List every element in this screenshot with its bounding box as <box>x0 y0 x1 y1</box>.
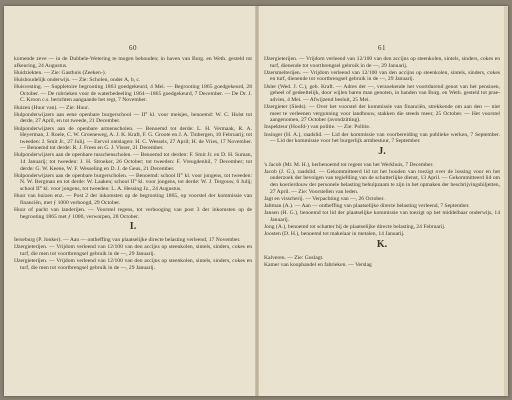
index-entry: IJsler (Wed. J. C.), geb. Kraft. — Adres der —, verzoekende het voortdurend genot van het pensioen, geheel of gedeeltelijk, door wijlen haren man genoten, in handen van Burg. en Weth. gesteld tot prae-advies, 4 Mei. — Afwijzend besluit, 25 Mei. <box>264 83 500 103</box>
index-entry: IJzergieterijen. — Vrijdom verleend van 12/100 van den accijns op steenkolen, sintels, sinders, cokes en turf, dienende tot voortbrengsel gebruik in de —, 29 Januarij. <box>264 56 500 69</box>
section-letter: J. <box>378 145 386 157</box>
index-entry: IJzergieterijen. — Vrijdom verleend van 12/100 van den accijns op steenkolen, sintels, sinders, cokes en turf, die men tot voortbrengsel gebruik in de —, 29 Januarij. <box>14 258 252 271</box>
index-entry: Insinger (H. A.), raadslid. — Lid der kommissie van voorbereiding van publieke werken, 7 September. — Lid der kommissie voor het burgerlijk armbestuur, 7 September. <box>264 131 500 145</box>
page-edge <box>504 6 508 396</box>
left-page <box>14 6 252 396</box>
index-entries <box>14 237 252 271</box>
index-entry: komende zeve — in de Dubbele-Wetering te mogen behouden; in haven van Burg. en Weth. gesteld tot afkeuring, 24 Augustus. <box>14 56 252 69</box>
index-entry: Huisvesting. — Suppletoire begrooting 1863 goedgekeurd, 4 Mei. — Begrooting 1865 goedgekeurd, 28 October. — De rubrieken voor de waterbedeeling 1864—1865 goedgekeurd, 7 December. — De Dr. J. C. Kroon c.s. berichten aangaande het regt, 7 November. <box>14 84 252 104</box>
index-entry: Huidziekten. — Zie: Gasthuis (Zeeken-). <box>14 69 106 76</box>
index-entry: Hulponderwijzers aan de openbare armenscholen. — Benoemd tot derde: L. H. Vermaak, R. A. Heyerman, J. Roele, C. W. Groeneweg, A. J. K. Kraft, F. G. Groote en J. A. Tinbergen, 10 Februarij; tot tweeden: J. Smit Jr., 27 Julij. — Eervol ontslagen: H. C. Wessels, 27 April; H. de Vries, 17 November. — Benoemd tot derde: R. J. Frees en G. J. Visser, 21 December. <box>14 125 252 152</box>
index-entries <box>264 162 500 238</box>
section-letter: I. <box>129 221 137 233</box>
index-entry: Joosten (D. H.), benoemd tot makelaar in metalen, 14 Januarij. <box>264 231 405 238</box>
index-entry: Jagt en visscherij. — Verpachting van —, 26 October. <box>264 195 385 202</box>
index-entry: Jaltman (A.). — Aan — ontheffing van plaatselijke directe belasting verleend, 7 September. <box>264 203 470 210</box>
index-entry: IJzersmelterijen. — Vrijdom verleend van 12/100 van den accijns op steenkolen, sintels, sinders, cokes en turf, dienende tot voortbrengsel gebruik in de —, 29 Januarij. <box>264 69 500 83</box>
index-entry: IJzergieter (Sieds). — Over het voorstel der kommissie van financiën, strekkende om aan den — niet meer te verleenen vergunning voor landbouw, stakken die steeds meer, 25 October. — Het voorstel aangenomen, 27 October (avondzitting). <box>264 103 500 124</box>
book-spine <box>255 6 259 396</box>
page-number: 61 <box>378 44 386 52</box>
index-entries <box>264 56 500 145</box>
book-spread <box>4 6 508 396</box>
page-number: 60 <box>129 44 137 52</box>
index-entry: Huur of pacht van landerijen. — Voorstel regens, tot verhooging van post 3 der inkomsten op de begrooting 1865 met ƒ 1000, verworpen, 28 October. <box>14 207 252 220</box>
section-letter: K. <box>376 238 388 250</box>
index-entry: Jong (A.), benoemd tot schatter bij de plaatselijke directe belasting, 24 Februarij. <box>264 224 446 230</box>
index-entries <box>264 255 500 269</box>
index-entry: IJzergieterijen. — Vrijdom verleend van 12/100 van den accijns op steenkolen, sintels, sinders, cokes en turf, die men tot voortbrengsel gebruik in de —, 29 Januarij. <box>14 244 252 257</box>
index-entry: Hulponderwijzers aan de openbare burgerscholen. — Benoemd: school II° kl. voor jongens, tot tweeden: N. W. Bergman en tot derde: W. Laaken; school II° kl. voor jongens, tot derde: W. J. Tergouw, 6 Julij; school II° kl. voor jongens, tot tweeden: L. A. Hessing Jz., 24 Augustus. <box>14 172 252 193</box>
index-entry: Jacob (J. G.), raadslid. — Gekommitteerd lid tot het houden van toezigt over de lossing voor en het onderzoek der bevolgen van tegiefding van de schutterlijke dienst, 13 April. — Gekommitteerd lid om den koerierdouw der personele belasting behulpzaam te zijn in het opmaken der beschrijvingsbiljetten, 27 April. — Zie: Voorstellen van leden. <box>264 168 500 195</box>
index-entry: 's Jacob (Mr. M. H.), herbenoemd tot regent van het Werkhuis, 7 December. <box>264 161 434 168</box>
index-entry: Hulponderwijzers aan de openbare tusschenscholen. — Benoemd tot derden: F. Smit Jr. en D. H. Suman, 14 Januarij; tot tweeden: J. H. Stroeker, 26 October; tot tweeden: F. Vreugdenhil, 7 December; tot derde: G. W. Keene, W. F. Wesseling en D. J. de Geus, 21 December. <box>14 152 252 172</box>
index-entry: Ierseburg (P. Jonker). — Aan — ontheffing van plaatselijke directe belasting verleend, 17 November. <box>14 237 241 244</box>
index-entry: Huur van huizen enz. — Post 2 der inkomsten op de begrooting 1865, op voorstel der kommissie van financiën, met ƒ 1000 verhoogd, 29 October. <box>14 193 252 206</box>
index-entries <box>14 56 252 220</box>
index-entry: Inspekteur (Hoofd-) van politie. — Zie: Politie. <box>264 124 371 131</box>
right-page <box>264 6 500 396</box>
index-entry: Hulponderwijzers aan eene openbare burgerschool — II° kl. voor meisjes, benoemd: W. C. Holst tot derde, 27 April, en tot tweede, 21 December. <box>14 111 252 125</box>
index-entry: Huizen (Huur van). — Zie: Huur. <box>14 104 90 111</box>
index-entry: Kamer van koophandel en fabrieken. — Verslag <box>264 261 372 268</box>
index-entry: Huishoudelijk onderwijs. — Zie: Scholen, onder A, b, c. <box>14 76 141 83</box>
index-entry: Kalveren. — Zie: Goslagt. <box>264 254 324 261</box>
index-entry: Jansen (H. G.), benoemd tot lid der plaatselijke kommissie van toezigt op het middelbaar onderwijs, 14 Januarij. <box>264 210 500 223</box>
